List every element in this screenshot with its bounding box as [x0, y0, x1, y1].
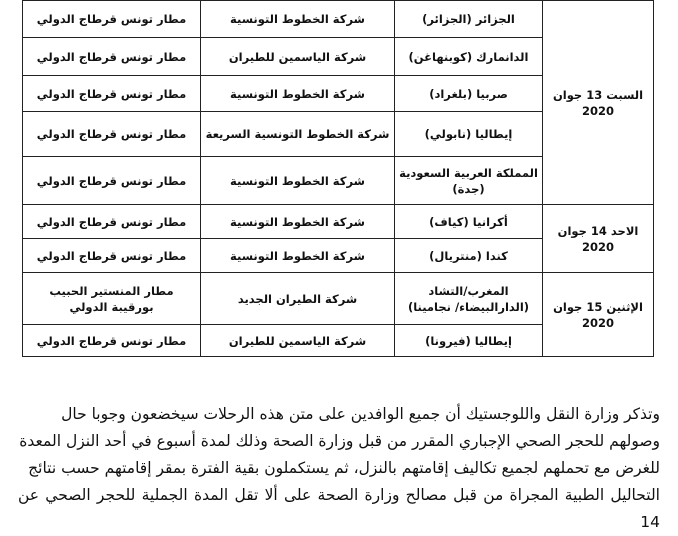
company-cell: شركة الخطوط التونسية [201, 239, 395, 273]
body-paragraph [18, 401, 660, 536]
table-row [23, 1, 654, 38]
date-cell: السبت 13 جوان 2020 [543, 1, 654, 205]
airport-cell: مطار تونس قرطاج الدولي [23, 76, 201, 112]
destination-cell: صربيا (بلغراد) [395, 76, 543, 112]
company-cell: شركة الخطوط التونسية [201, 76, 395, 112]
company-cell: شركة الخطوط التونسية [201, 157, 395, 205]
destination-text: المملكة العربية السعودية (جدة) [399, 165, 538, 196]
company-cell: شركة الخطوط التونسية السريعة [201, 112, 395, 157]
destination-cell: أكرانيا (كياف) [395, 205, 543, 239]
destination-cell: الدانمارك (كوبنهاغن) [395, 38, 543, 76]
airport-cell: مطار تونس قرطاج الدولي [23, 325, 201, 357]
airport-cell: مطار المنستير الحبيب بورقيبة الدولي [23, 273, 201, 325]
paragraph-line: للغرض مع تحملهم لجميع تكاليف إقامتهم بالنزل، ثم يستكملون بقية الفترة بمقر إقامتهم حسب نتائج [28, 459, 660, 477]
destination-cell: إيطاليا (فيرونا) [395, 325, 543, 357]
table-row [23, 273, 654, 325]
company-cell: شركة الطيران الجديد [201, 273, 395, 325]
company-cell: شركة الياسمين للطيران [201, 38, 395, 76]
destination-cell [395, 273, 543, 325]
destination-text: المغرب/التشاد (الدارالبيضاء/ نجامينا) [407, 283, 530, 314]
paragraph-line: وتذكر وزارة النقل واللوجستيك أن جميع الوافدين على متن هذه الرحلات سيخضعون وجوبا حال [61, 405, 660, 423]
flight-schedule-table [22, 0, 654, 357]
company-cell: شركة الخطوط التونسية [201, 205, 395, 239]
destination-cell: كندا (منتريال) [395, 239, 543, 273]
paragraph-line: وصولهم للحجر الصحي الإجباري المقرر من قبل وزارة الصحة وذلك لمدة أسبوع في أحد النزل المعدة [19, 432, 660, 450]
company-cell: شركة الخطوط التونسية [201, 1, 395, 38]
destination-cell: إيطاليا (نابولي) [395, 112, 543, 157]
date-cell: الاحد 14 جوان 2020 [543, 205, 654, 273]
company-cell: شركة الياسمين للطيران [201, 325, 395, 357]
date-cell: الإثنين 15 جوان 2020 [543, 273, 654, 357]
table-row [23, 205, 654, 239]
airport-cell: مطار تونس قرطاج الدولي [23, 157, 201, 205]
destination-cell [395, 157, 543, 205]
destination-cell: الجزائر (الجزائر) [395, 1, 543, 38]
airport-cell: مطار تونس قرطاج الدولي [23, 239, 201, 273]
paragraph-line: التحاليل الطبية المجراة من قبل مصالح وزارة الصحة على ألا تقل المدة الجملية للحجر الصحي عن 14 [18, 486, 660, 531]
airport-cell: مطار تونس قرطاج الدولي [23, 38, 201, 76]
airport-cell: مطار تونس قرطاج الدولي [23, 1, 201, 38]
airport-cell: مطار تونس قرطاج الدولي [23, 205, 201, 239]
airport-cell: مطار تونس قرطاج الدولي [23, 112, 201, 157]
